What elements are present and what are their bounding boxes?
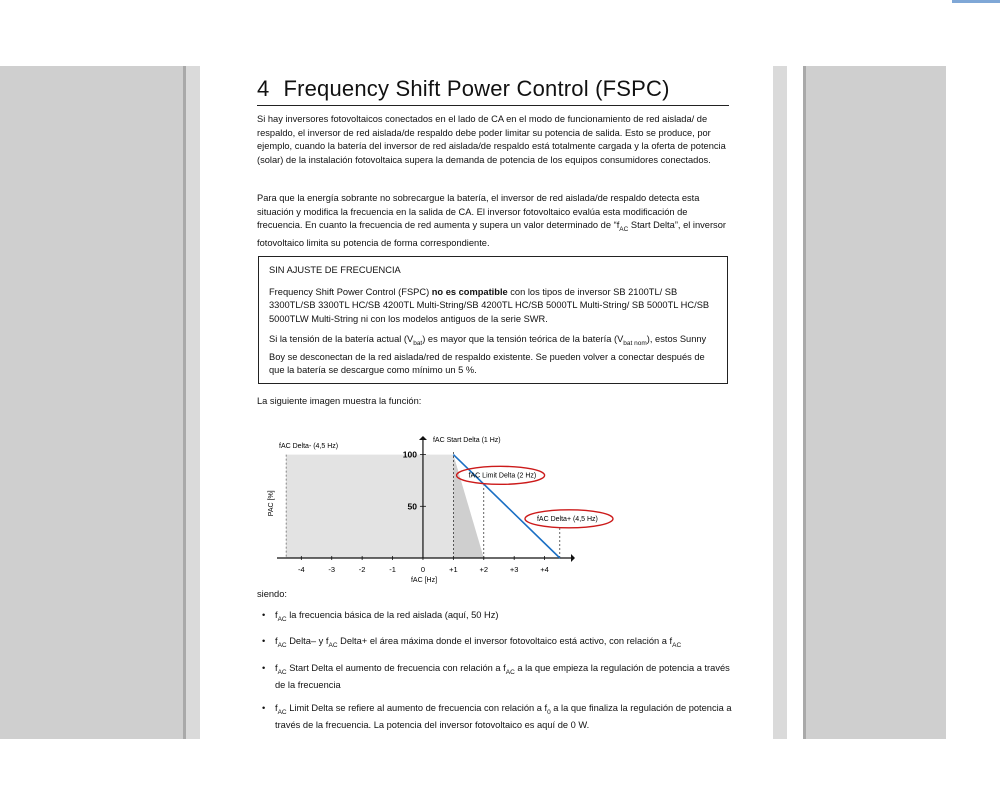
- section-title: Frequency Shift Power Control (FSPC): [283, 76, 670, 101]
- y-axis-label: PAC [%]: [268, 490, 275, 517]
- active-area: [286, 455, 453, 558]
- y-axis-arrow: [419, 436, 427, 440]
- x-tick-label: -3: [328, 565, 336, 574]
- definition-item: • $f_{AC}$ Limit Delta se refiere al aumento de frecuencia con relación a $f_0$ a la que finaliza la regulación de potencia a través de la frecuencia. La potencia del inversor fotovoltaico es aquí de 0 W.: [262, 702, 732, 733]
- definition-item: • $f_{AC}$ Delta– y $f_{AC}$ Delta+ el área máxima donde el inversor fotovoltaico está activo, con relación a $f_{AC}$: [262, 635, 732, 652]
- document-page: [200, 66, 773, 739]
- page-title: [257, 76, 670, 102]
- annotation-label: fAC Delta+ (4,5 Hz): [536, 515, 598, 523]
- x-tick-label: 0: [420, 565, 426, 574]
- annotation-label: fAC Limit Delta (2 Hz): [468, 472, 537, 480]
- x-tick-label: +1: [449, 565, 458, 574]
- fspc-chart: [257, 426, 598, 586]
- x-tick-label: -1: [389, 565, 396, 574]
- right-page-gutter: [773, 66, 787, 739]
- notice-battery: Si la tensión de la batería actual $(V_{bat})$ es mayor que la tensión teórica de la batería $(V_{bat nom})$, estos Sunny Boy se desconectan de la red aislada/red de respaldo existente. Se pueden volver a conectar después de que la batería se descargue como mínimo un 5 %.: [269, 334, 707, 376]
- x-axis-arrow: [571, 554, 575, 562]
- notice-box: [258, 256, 728, 384]
- definition-item: • $f_{AC}$ Start Delta el aumento de frecuencia con relación a $f_{AC}$ a la que empieza la regulación de potencia a través de la frecuencia: [262, 662, 732, 693]
- x-tick-label: -2: [358, 565, 366, 574]
- y-tick-label: 50: [407, 501, 417, 512]
- x-tick-label: +2: [479, 565, 489, 574]
- x-axis-label: fAC [Hz]: [410, 577, 438, 584]
- annotation-label: fAC Delta- (4,5 Hz): [279, 443, 339, 450]
- left-viewer-panel: [0, 66, 186, 739]
- paragraph-intro: Si hay inversores fotovoltaicos conectados en el lado de CA en el modo de funcionamiento de red aislada/ de respaldo, el inversor de red aislada/de respaldo debe poder limitar su potencia de salida. Esto se produce, por ejemplo, cuando la batería del inversor de red aislada/de respaldo está totalmente cargada y la oferta de potencia (solar) de la instalación fotovoltaica supera la demanda de potencia de los equipos consumidores conectados.: [257, 114, 726, 165]
- x-tick-label: +3: [509, 565, 519, 574]
- definition-list: [262, 609, 732, 742]
- notice-heading: SIN AJUSTE DE FRECUENCIA: [269, 265, 401, 275]
- y-tick-label: 100: [402, 449, 417, 460]
- annotation-label: fAC Start Delta (1 Hz): [432, 437, 501, 444]
- definition-item: • $f_{AC}$ la frecuencia básica de la red aislada (aquí, 50 Hz): [262, 609, 732, 626]
- title-underline: [257, 105, 729, 106]
- left-page-gutter: [186, 66, 200, 739]
- corner-indicator: [952, 0, 1000, 3]
- right-viewer-panel: [803, 66, 946, 739]
- siendo-label: siendo:: [257, 589, 287, 599]
- section-number: 4: [257, 76, 270, 101]
- x-tick-label: -4: [297, 565, 305, 574]
- paragraph-frequency: Para que la energía sobrante no sobrecargue la batería, el inversor de red aislada/de respaldo detecta esta situación y modifica la frecuencia en la salida de CA. El inversor fotovoltaico evalúa esta modificación de frecuencia. En cuanto la frecuencia de red aumenta y supera un valor determinado de “$f_{AC}$ Start Delta”, el inversor fotovoltaico limita su potencia de forma correspondiente.: [257, 193, 726, 248]
- figure-intro: La siguiente imagen muestra la función:: [257, 396, 422, 406]
- notice-compatibility: Frequency Shift Power Control (FSPC) no es compatible con los tipos de inversor SB 2100TL/ SB 3300TL/SB 3300TL HC/SB 4200TL Multi-String/SB 4200TL HC/SB 5000TL Multi-String/ SB 5000TL HC/SB 5000TLW Multi-String ni con los modelos antiguos de la serie SWR.: [269, 286, 710, 324]
- x-tick-label: +4: [540, 565, 549, 574]
